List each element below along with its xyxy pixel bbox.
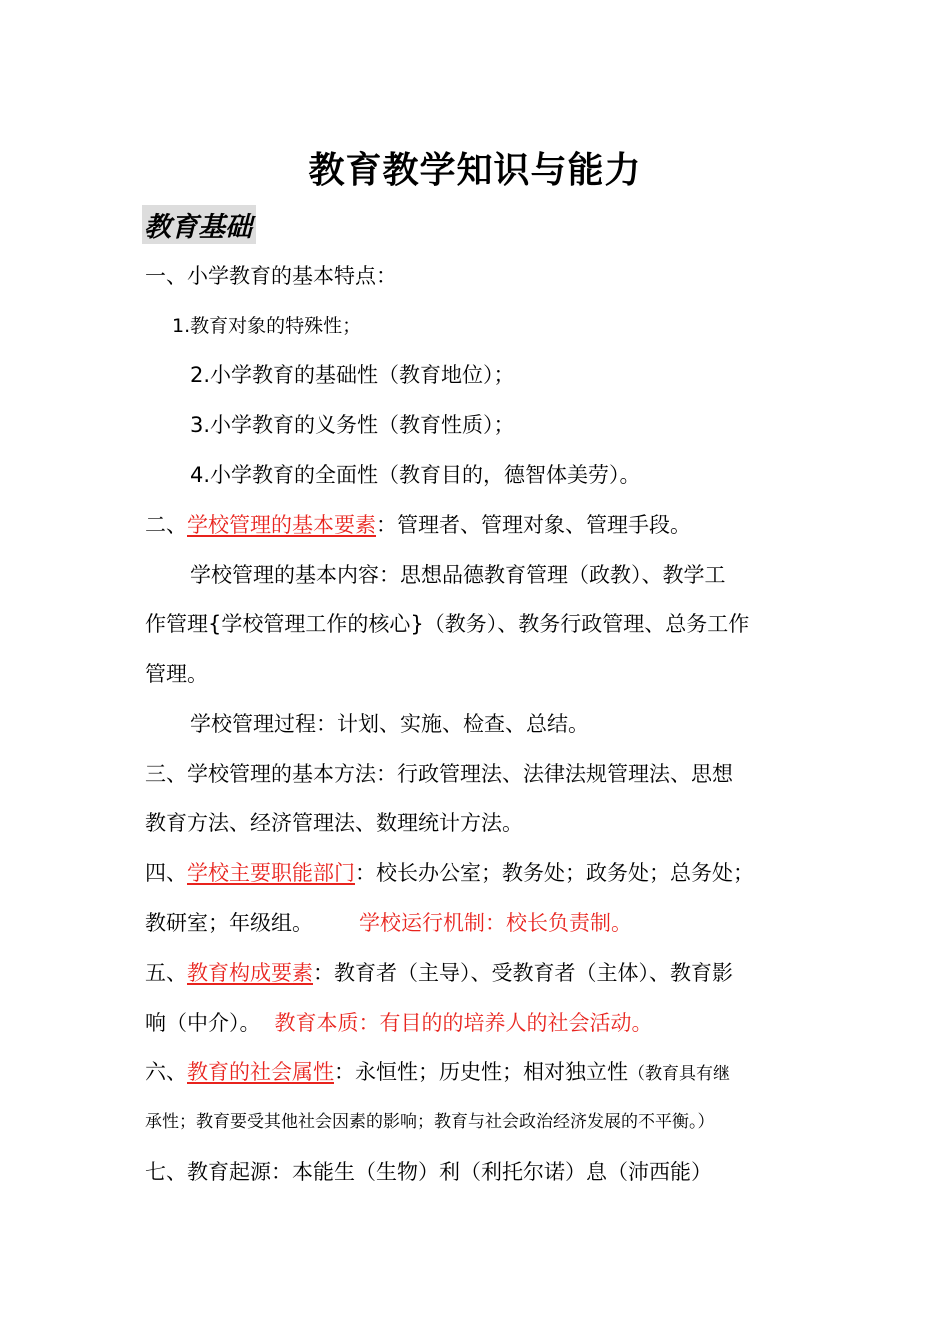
point-1-item-1: 1.教育对象的特殊性；: [172, 315, 362, 337]
point-5-line-2: [145, 1008, 835, 1038]
point-2-content-line-2: 作管理{学校管理工作的核心}（教务）、教务行政管理、总务工作: [145, 612, 750, 636]
point-6-text: ：永恒性；历史性；相对独立性: [334, 1060, 628, 1084]
point-4-text: ：校长办公室；教务处；政务处；总务处；: [355, 861, 754, 885]
point-4-note: 学校运行机制：校长负责制。: [359, 911, 632, 935]
point-6-line: [145, 1057, 835, 1089]
point-2-keyword: 学校管理的基本要素: [187, 513, 376, 537]
point-2-process: 学校管理过程：计划、实施、检查、总结。: [190, 712, 589, 736]
point-5-text: ：教育者（主导）、受教育者（主体）、教育影: [313, 961, 733, 985]
point-1-item-2: 2.小学教育的基础性（教育地位）；: [190, 363, 515, 387]
point-5-note: 教育本质：有目的的培养人的社会活动。: [274, 1011, 653, 1035]
document-title: 教育教学知识与能力: [308, 150, 642, 191]
point-1-heading: 一、小学教育的基本特点：: [145, 264, 397, 288]
point-6-keyword: 教育的社会属性: [187, 1060, 334, 1084]
point-6-line-2: 承性；教育要受其他社会因素的影响；教育与社会政治经济发展的不平衡。）: [145, 1112, 715, 1132]
point-1-item-4: 4.小学教育的全面性（教育目的，德智体美劳）。: [190, 463, 641, 487]
point-2-content-line-1: 学校管理的基本内容：思想品德教育管理（政教）、教学工: [190, 563, 726, 587]
point-1-item-3: 3.小学教育的义务性（教育性质）；: [190, 413, 515, 437]
point-5-line: [145, 958, 835, 988]
point-2-number: 二、: [145, 513, 187, 537]
point-2-content-line-3: 管理。: [145, 662, 208, 686]
point-5-number: 五、: [145, 961, 187, 985]
point-3-line-2: 教育方法、经济管理法、数理统计方法。: [145, 811, 523, 835]
point-4-keyword: 学校主要职能部门: [187, 861, 355, 885]
section-heading: 教育基础: [142, 205, 256, 244]
point-4-line: [145, 858, 835, 888]
point-5-keyword: 教育构成要素: [187, 961, 313, 985]
point-5-text-2: 响（中介）。: [145, 1011, 261, 1035]
point-4-number: 四、: [145, 861, 187, 885]
point-2-text: ：管理者、管理对象、管理手段。: [376, 513, 691, 537]
point-4-line-2: [145, 908, 835, 938]
point-2-line: [145, 510, 835, 540]
point-7-line: 七、教育起源：本能生（生物）利（利托尔诺）息（沛西能）: [145, 1160, 712, 1184]
point-6-number: 六、: [145, 1060, 187, 1084]
point-4-text-2: 教研室；年级组。: [145, 911, 313, 935]
point-6-small-text: （教育具有继: [628, 1064, 730, 1084]
point-3-line-1: 三、学校管理的基本方法：行政管理法、法律法规管理法、思想: [145, 762, 733, 786]
